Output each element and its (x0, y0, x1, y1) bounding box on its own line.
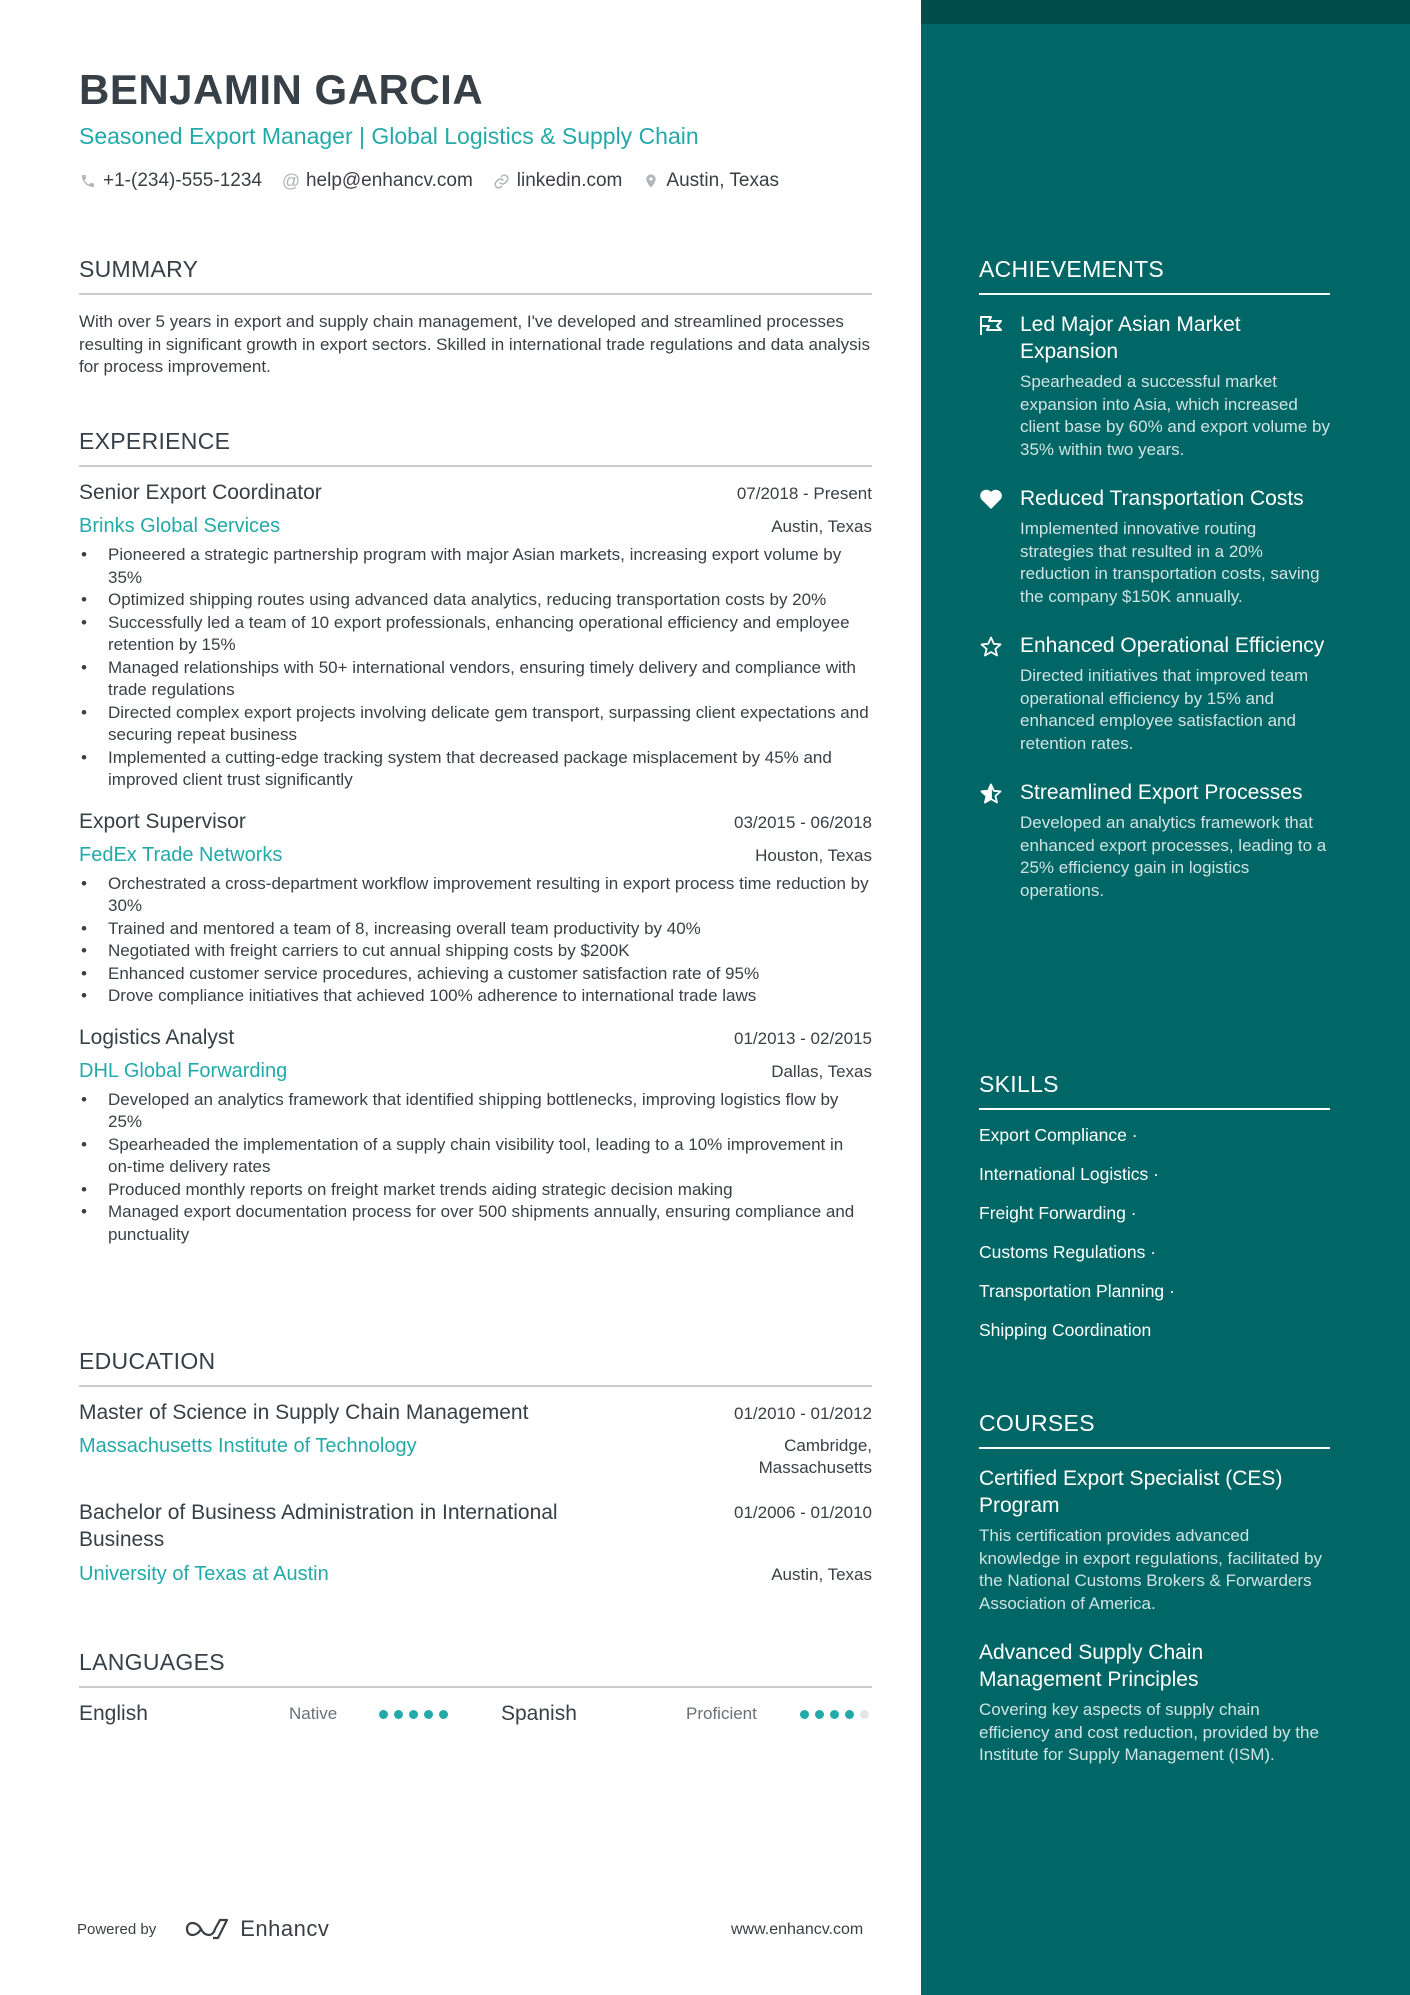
school-name: Massachusetts Institute of Technology (79, 1435, 417, 1457)
languages-section (79, 1649, 872, 1726)
rating-dot (860, 1710, 869, 1719)
candidate-name: BENJAMIN GARCIA (79, 66, 484, 113)
contact-email[interactable] (282, 170, 473, 192)
achievement-desc: Developed an analytics framework that enhanced export processes, leading to a 25% efficiency gain in logistics operations. (1020, 813, 1327, 900)
bullet-item: • Directed complex export projects involving delicate gem transport, surpassing client expectations and securing repeat business (79, 702, 872, 747)
course-item (979, 1465, 1330, 1615)
footer-branding (77, 1916, 329, 1942)
candidate-tagline: Seasoned Export Manager | Global Logistics & Supply Chain (79, 123, 699, 149)
achievement-title: Led Major Asian Market Expansion (1020, 313, 1241, 363)
education-section (79, 1348, 872, 1586)
enhancv-logo[interactable] (184, 1916, 329, 1942)
job-bullets (79, 1089, 872, 1247)
job-date: 03/2015 - 06/2018 (733, 812, 872, 832)
language-name: Spanish (501, 1702, 577, 1725)
bullet-item: • Drove compliance initiatives that achieved 100% adherence to international trade laws (79, 985, 872, 1008)
achievement-item (979, 485, 1330, 608)
skills-section (979, 1071, 1330, 1350)
bullet-item: • Enhanced customer service procedures, achieving a customer satisfaction rate of 95% (79, 963, 872, 986)
location-text: Austin, Texas (666, 170, 780, 191)
bullet-item: • Produced monthly reports on freight market trends aiding strategic decision making (79, 1179, 872, 1202)
job-title: Senior Export Coordinator (79, 481, 322, 504)
skill-item: Shipping Coordination (979, 1320, 1152, 1340)
phone-text: +1-(234)-555-1234 (103, 170, 262, 191)
job-date: 07/2018 - Present (736, 484, 872, 503)
course-desc: This certification provides advanced knowledge in export regulations, facilitated by the National Customs Brokers & Forwarders Association of America. (979, 1526, 1323, 1613)
link-icon (493, 172, 511, 190)
education-location: Cambridge, Massachusetts (758, 1436, 872, 1477)
languages-row (79, 1702, 872, 1726)
course-title: Certified Export Specialist (CES) Program (979, 1467, 1283, 1517)
sidebar (921, 0, 1410, 1995)
courses-section (979, 1410, 1330, 1767)
bullet-item: • Negotiated with freight carriers to cut annual shipping costs by $200K (79, 940, 872, 963)
achievement-title: Reduced Transportation Costs (1020, 487, 1304, 510)
job-company: DHL Global Forwarding (79, 1059, 288, 1082)
education-location: Austin, Texas (771, 1565, 872, 1584)
job-date: 01/2013 - 02/2015 (733, 1028, 872, 1048)
bullet-item: • Trained and mentored a team of 8, increasing overall team productivity by 40% (79, 918, 872, 941)
job-title: Export Supervisor (79, 809, 246, 833)
language-rating (379, 1710, 448, 1719)
bullet-item: • Developed an analytics framework that identified shipping bottlenecks, improving logistics flow by 25% (79, 1089, 872, 1134)
rating-dot (424, 1710, 433, 1719)
achievement-item (979, 311, 1330, 461)
rating-dot (379, 1710, 388, 1719)
school-name: University of Texas at Austin (79, 1563, 329, 1585)
language-name: English (79, 1702, 148, 1725)
star-outline-icon (979, 632, 1020, 755)
job-bullets (79, 544, 872, 792)
contact-linkedin[interactable] (493, 170, 623, 192)
achievements-section (979, 256, 1330, 902)
section-title: ACHIEVEMENTS (979, 256, 1330, 295)
job-title: Logistics Analyst (79, 1025, 235, 1049)
bullet-item: • Implemented a cutting-edge tracking system that decreased package misplacement by 45% and improved client trust significantly (79, 747, 872, 792)
contact-bar (79, 170, 779, 192)
skill-item: International Logistics · (979, 1164, 1159, 1184)
rating-dot (439, 1710, 448, 1719)
skill-item: Freight Forwarding · (979, 1203, 1137, 1223)
job-entry (79, 481, 872, 792)
summary-section (79, 256, 872, 379)
contact-location (642, 170, 779, 192)
heart-icon (979, 485, 1020, 608)
bullet-item: • Pioneered a strategic partnership program with major Asian markets, increasing export volume by 35% (79, 544, 872, 589)
bullet-item: • Optimized shipping routes using advanced data analytics, reducing transportation costs by 20% (79, 589, 872, 612)
job-company: FedEx Trade Networks (79, 843, 283, 866)
at-icon: @ (281, 170, 301, 191)
contact-phone[interactable] (79, 170, 262, 192)
location-pin-icon (642, 172, 660, 190)
degree-title: Bachelor of Business Administration in International Business (79, 1501, 558, 1551)
bullet-item: • Spearheaded the implementation of a supply chain visibility tool, leading to a 10% improvement in on-time delivery rates (79, 1134, 872, 1179)
section-title: LANGUAGES (79, 1649, 872, 1688)
section-title: SKILLS (979, 1071, 1330, 1110)
brand-name: Enhancv (240, 1916, 330, 1941)
course-title: Advanced Supply Chain Management Principles (979, 1641, 1204, 1691)
skill-item: Transportation Planning · (979, 1281, 1175, 1301)
education-entry (79, 1401, 872, 1479)
summary-text: With over 5 years in export and supply chain management, I've developed and streamlined processes resulting in significant growth in export sectors. Skilled in international trade regulations and data analysis for process improvement. (79, 312, 870, 376)
language-level: Proficient (686, 1704, 757, 1723)
bullet-item: • Managed export documentation process for over 500 shipments annually, ensuring compliance and punctuality (79, 1201, 872, 1246)
job-entry (79, 810, 872, 1008)
rating-dot (845, 1710, 854, 1719)
footer-url[interactable]: www.enhancv.com (731, 1921, 864, 1938)
language-level: Native (289, 1704, 338, 1723)
achievement-title: Streamlined Export Processes (1020, 781, 1303, 804)
skill-item: Export Compliance · (979, 1125, 1138, 1145)
bullet-item: • Managed relationships with 50+ international vendors, ensuring timely delivery and compliance with trade regulations (79, 657, 872, 702)
skill-item: Customs Regulations · (979, 1242, 1157, 1262)
job-entry (79, 1026, 872, 1247)
achievement-desc: Spearheaded a successful market expansion into Asia, which increased client base by 60% and export volume by 35% within two years. (1020, 372, 1330, 459)
language-item (79, 1702, 501, 1726)
job-bullets (79, 873, 872, 1008)
achievement-item (979, 779, 1330, 902)
language-rating (800, 1710, 869, 1719)
experience-section (79, 428, 872, 1246)
rating-dot (409, 1710, 418, 1719)
rating-dot (800, 1710, 809, 1719)
skills-list (979, 1116, 1330, 1350)
job-company: Brinks Global Services (79, 515, 281, 537)
achievement-item (979, 632, 1330, 755)
course-item (979, 1639, 1330, 1767)
achievement-desc: Directed initiatives that improved team operational efficiency by 15% and enhanced employee satisfaction and retention rates. (1020, 666, 1309, 753)
email-text: help@enhancv.com (305, 170, 473, 191)
language-item (501, 1702, 872, 1726)
star-half-icon (979, 779, 1020, 902)
job-location: Houston, Texas (755, 845, 872, 865)
achievement-title: Enhanced Operational Efficiency (1020, 634, 1325, 657)
bullet-item: • Orchestrated a cross-department workflow improvement resulting in export process time reduction by 30% (79, 873, 872, 918)
education-entry (79, 1499, 872, 1586)
section-title: EDUCATION (79, 1348, 872, 1387)
linkedin-text: linkedin.com (516, 170, 623, 191)
rating-dot (830, 1710, 839, 1719)
phone-icon (79, 172, 97, 190)
education-date: 01/2006 - 01/2010 (733, 1503, 872, 1522)
job-location: Austin, Texas (771, 517, 872, 536)
rating-dot (815, 1710, 824, 1719)
education-date: 01/2010 - 01/2012 (733, 1404, 872, 1423)
bullet-item: • Successfully led a team of 10 export professionals, enhancing operational efficiency and employee retention by 15% (79, 612, 872, 657)
section-title: SUMMARY (79, 256, 872, 295)
achievement-desc: Implemented innovative routing strategies that resulted in a 20% reduction in transportation costs, saving the company $150K annually. (1020, 519, 1320, 606)
rating-dot (394, 1710, 403, 1719)
job-location: Dallas, Texas (771, 1061, 872, 1081)
degree-title: Master of Science in Supply Chain Management (79, 1401, 529, 1424)
section-title: COURSES (979, 1410, 1330, 1449)
sidebar-top-band (921, 0, 1410, 24)
section-title: EXPERIENCE (79, 428, 872, 467)
flag-icon (979, 311, 1020, 461)
enhancv-logo-icon (184, 1917, 230, 1941)
course-desc: Covering key aspects of supply chain efficiency and cost reduction, provided by the Institute for Supply Management (ISM). (979, 1700, 1319, 1764)
powered-by-text: Powered by (77, 1920, 157, 1938)
